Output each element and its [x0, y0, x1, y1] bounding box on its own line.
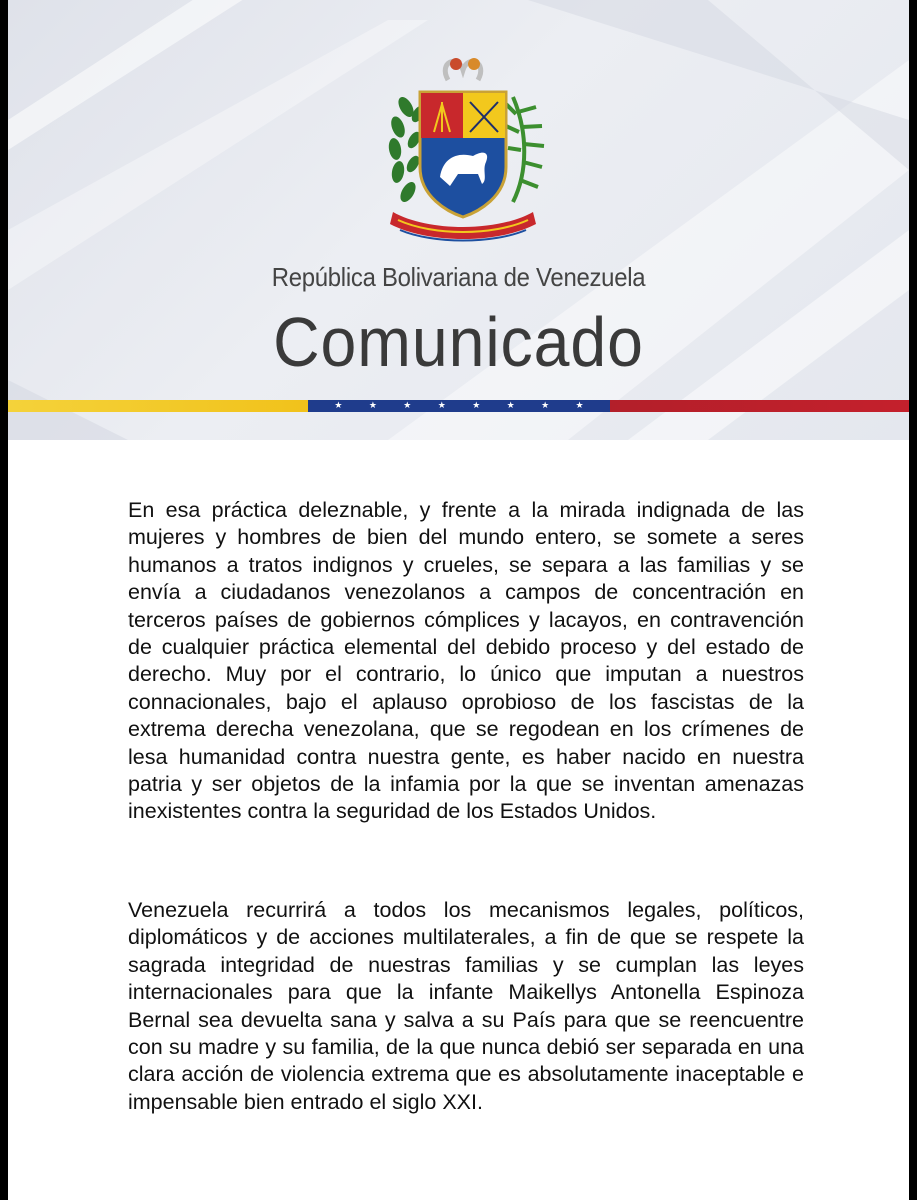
flag-blue-band [308, 400, 610, 412]
coat-of-arms-emblem [378, 52, 548, 247]
star-icon: ★ [506, 401, 515, 411]
cornucopia-fruit [468, 58, 480, 70]
palm-branch-icon [506, 97, 544, 202]
star-icon: ★ [541, 401, 550, 411]
star-icon: ★ [472, 401, 481, 411]
flag-stripe [8, 400, 909, 412]
flag-red-band [610, 400, 909, 412]
issuer-name: República Bolivariana de Venezuela [271, 262, 646, 292]
star-icon: ★ [403, 401, 412, 411]
star-icon: ★ [437, 401, 446, 411]
star-icon: ★ [575, 401, 584, 411]
body-paragraph: En esa práctica deleznable, y frente a la mirada indignada de las mujeres y hombres de bien del mundo entero, se somete a seres humanos a tratos indignos y crueles, se separa a las familias y se envía a ciudadanos venezolanos a campos de concentración en terceros países de gobiernos cómplices y lacayos, en contravención de cualquier práctica elemental del debido proceso y del estado de derecho. Muy por el contrario, lo único que imputan a nuestros connacionales, bajo el aplauso oprobioso de los fascistas de la extrema derecha venezolana, que se regodean en los crímenes de lesa humanidad contra nuestra gente, es haber nacido en nuestra patria y ser objetos de la infamia por la que se inventan amenazas inexistentes contra la seguridad de los Estados Unidos. [128, 498, 804, 824]
star-icon: ★ [334, 401, 343, 411]
body-paragraph: Venezuela recurrirá a todos los mecanismos legales, políticos, diplomáticos y de acciones multilaterales, a fin de que se respete la sagrada integridad de nuestras familias y se cumplan las leyes internacionales para que la infante Maikellys Antonella Espinoza Bernal sea devuelta sana y salva a su País para que se reencuentre con su madre y su familia, de la que nunca debió ser separada en una clara acción de violencia extrema que es absolutamente inaceptable e impensable bien entrado el siglo XXI. [128, 898, 804, 1114]
star-icon: ★ [368, 401, 377, 411]
cornucopia-fruit [450, 58, 462, 70]
page-title: Comunicado [273, 303, 644, 381]
document-page [8, 0, 909, 1200]
shield [420, 92, 506, 217]
flag-yellow-band [8, 400, 308, 412]
